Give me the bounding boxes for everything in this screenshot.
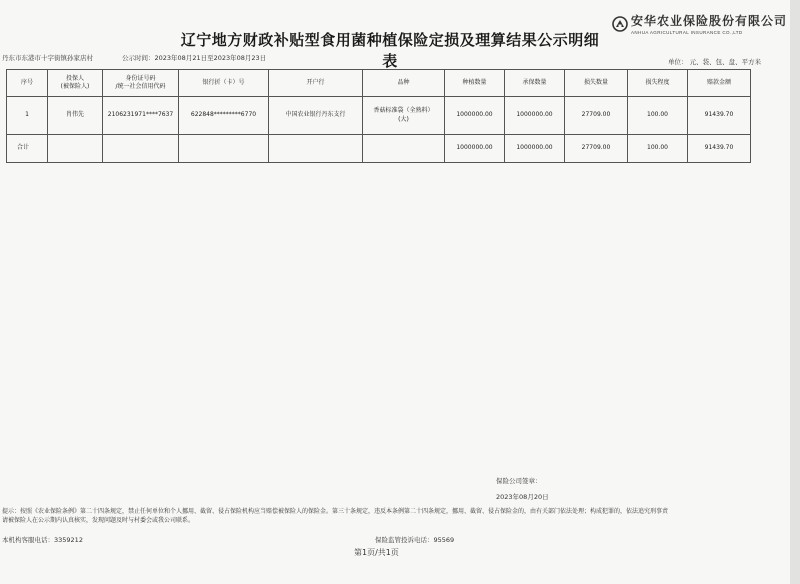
company-logo: [612, 12, 787, 35]
col-header-id-no: 身份证号码 /统一社会信用代码: [103, 70, 179, 97]
company-name-en: ANHUA AGRICULTURAL INSURANCE CO.,LTD: [631, 30, 743, 35]
notice-line-2: 请被保险人在公示期内认真核实，发现问题及时与村委会或我公司联系。: [2, 517, 195, 525]
claims-table: [6, 69, 751, 163]
total-empty: [179, 135, 269, 163]
publicity-period: 公示时间：2023年08月21日至2023年08月23日: [122, 54, 267, 62]
signature-date: 2023年08月20日: [496, 493, 549, 501]
total-compensation: 91439.70: [688, 135, 751, 163]
total-empty: [48, 135, 103, 163]
col-header-compensation: 赔款金额: [688, 70, 751, 97]
total-loss-degree: 100.00: [628, 135, 688, 163]
notice-line-1: 提示：按照《农业保险条例》第二十四条规定，禁止任何单位和个人挪用、截留、侵占保险机构应当赔偿被保险人的保险金。第三十条规定，违反本条例第二十四条规定，挪用、截留、侵占保险金的，由有关部门依法处理；构成犯罪的，依法追究刑事责: [2, 508, 669, 515]
service-phone: 本机构客服电话：3359212: [2, 536, 83, 544]
page-title: 辽宁地方财政补贴型食用菌种植保险定损及理算结果公示明细表: [180, 31, 600, 70]
cell-compensation: 91439.70: [688, 97, 751, 135]
stamp-label: 保险公司签章：: [496, 477, 542, 485]
cell-bank-no: 622848*********6770: [179, 97, 269, 135]
cell-loss-qty: 27709.00: [565, 97, 628, 135]
total-label: 合计: [7, 135, 48, 163]
col-header-insured-qty: 承保数量: [505, 70, 565, 97]
cell-loss-degree: 100.00: [628, 97, 688, 135]
cell-open-bank: 中国农业银行丹东支行: [269, 97, 363, 135]
total-empty: [269, 135, 363, 163]
table-header-row: [7, 70, 751, 97]
location-label: 丹东市东港市十字街镇孙家店村: [2, 54, 93, 62]
col-header-bank-no: 银行折（卡）号: [179, 70, 269, 97]
cell-variety: 香菇标准袋（全熟料） (大): [363, 97, 445, 135]
col-header-open-bank: 开户行: [269, 70, 363, 97]
page-indicator: 第1页/共1页: [354, 548, 399, 557]
col-header-variety: 品种: [363, 70, 445, 97]
supervision-phone: 保险监管投诉电话：95569: [375, 536, 455, 544]
cell-plant-qty: 1000000.00: [445, 97, 505, 135]
total-plant-qty: 1000000.00: [445, 135, 505, 163]
cell-insured-qty: 1000000.00: [505, 97, 565, 135]
total-empty: [363, 135, 445, 163]
col-header-plant-qty: 种植数量: [445, 70, 505, 97]
anhua-logo-icon: [612, 16, 628, 32]
company-name-cn: 安华农业保险股份有限公司: [631, 14, 788, 28]
total-loss-qty: 27709.00: [565, 135, 628, 163]
col-header-insured: 投保人 (被保险人): [48, 70, 103, 97]
table-total-row: [7, 135, 751, 163]
unit-label: 单位： 元、袋、包、盘、平方米: [668, 58, 762, 66]
footer-notice: [2, 507, 752, 526]
cell-id-no: 2106231971****7637: [103, 97, 179, 135]
total-insured-qty: 1000000.00: [505, 135, 565, 163]
table-row: [7, 97, 751, 135]
col-header-loss-degree: 损失程度: [628, 70, 688, 97]
cell-insured: 肖伟先: [48, 97, 103, 135]
cell-seq: 1: [7, 97, 48, 135]
col-header-loss-qty: 损失数量: [565, 70, 628, 97]
col-header-seq: 序号: [7, 70, 48, 97]
total-empty: [103, 135, 179, 163]
scan-edge: [790, 0, 800, 584]
